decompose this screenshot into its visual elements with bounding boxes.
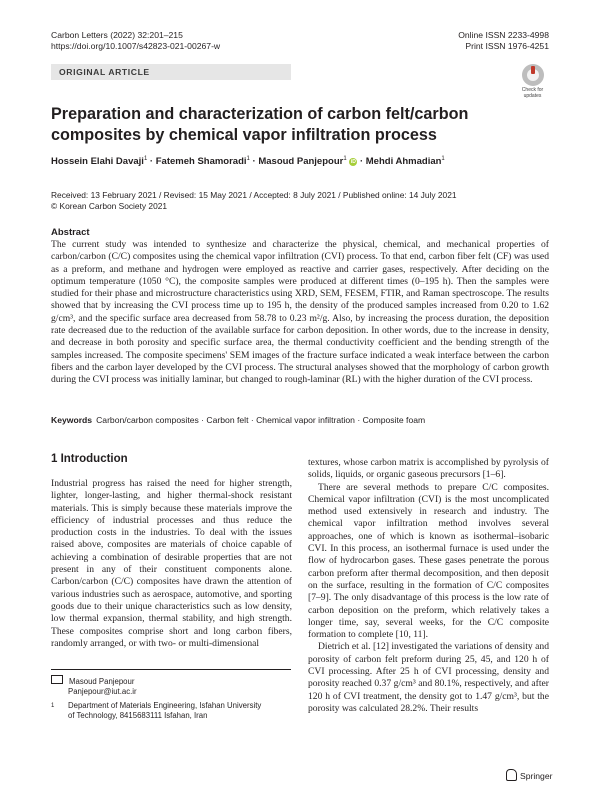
author-affiliation-mark: 1 — [441, 156, 445, 162]
print-issn: Print ISSN 1976-4251 — [465, 41, 549, 51]
online-issn: Online ISSN 2233-4998 — [458, 30, 549, 40]
article-type-label: ORIGINAL ARTICLE — [59, 67, 150, 77]
paragraph: There are several methods to prepare C/C composites. Chemical vapor infiltration (CVI) is the most uncomplicated method used extensively in research and industry. The chemical vapor infiltration method involves several approaches, one of which is known as isothermal–isobaric CVI. In this process, an isothermal furnace is used under the flow of hydrocarbon gases. These gases penetrate the porous carbon preform after thermal decomposition, and then deposit on the surface, resulting in the formation of C/C composites [7–9]. The only disadvantage of this process is the low rate of carbon deposition on the preform, which relatively takes a longer time, say, several weeks, for the C/C composite formation to complete [10, 11]. — [308, 481, 549, 641]
paragraph: textures, whose carbon matrix is accomplished by pyrolysis of solids, liquids, or organic gaseous precursors [1–6]. — [308, 457, 549, 481]
author-affiliation-mark: 1 — [343, 156, 347, 162]
column-left — [51, 478, 292, 650]
author-name: Fatemeh Shamoradi — [155, 156, 247, 168]
author-separator: · — [357, 156, 366, 168]
contact-name: Masoud Panjepour — [69, 677, 135, 686]
affiliation-number: 1 — [51, 703, 55, 709]
journal-line: Carbon Letters (2022) 32:201–215 — [51, 30, 183, 40]
check-updates-line2: updates — [523, 93, 542, 99]
corresponding-author — [51, 675, 137, 697]
dates-line: Received: 13 February 2021 / Revised: 15 May 2021 / Accepted: 8 July 2021 / Published online: 14 July 2021 — [51, 190, 457, 200]
check-for-updates-button[interactable] — [517, 64, 548, 102]
envelope-icon — [51, 675, 63, 684]
affiliation-line2: of Technology, 8415683111 Isfahan, Iran — [68, 711, 208, 720]
check-updates-line1: Check for — [521, 87, 544, 93]
column-right — [308, 457, 549, 715]
keywords-list: Carbon/carbon composites · Carbon felt · Chemical vapor infiltration · Composite foam — [96, 415, 426, 425]
section-heading-introduction: 1 Introduction — [51, 453, 128, 465]
author-affiliation-mark: 1 — [143, 156, 148, 162]
author-list — [51, 156, 445, 167]
article-type-badge — [51, 64, 291, 80]
springer-horse-icon — [506, 769, 517, 781]
issn-block — [458, 30, 549, 52]
doi-link[interactable]: https://doi.org/10.1007/s42823-021-00267-w — [51, 41, 221, 51]
publication-history — [51, 190, 457, 213]
paper-title: Preparation and characterization of carbon felt/carbon composites by chemical vapor infiltration process — [51, 105, 469, 144]
contact-email[interactable]: Panjepour@iut.ac.ir — [68, 687, 137, 696]
author-name: Hossein Elahi Davaji — [51, 156, 144, 168]
author-separator: · — [249, 156, 259, 168]
author-name: Mehdi Ahmadian — [365, 156, 442, 168]
author-affiliation-mark: 1 — [246, 156, 250, 162]
journal-citation — [51, 30, 220, 52]
affiliation-footnote — [51, 701, 261, 721]
affiliation-line1: Department of Materials Engineering, Isfahan University — [68, 701, 262, 710]
copyright-line: © Korean Carbon Society 2021 — [51, 201, 168, 212]
keywords-line — [51, 415, 425, 425]
publisher-logo — [506, 769, 552, 781]
abstract-text: The current study was intended to synthesize and characterize the physical, chemical, and mechanical properties of carbon/carbon (C/C) composites using the chemical vapor infiltration (CVI) process. To that end, carbon fiber felt (CF) was used as a preform, and methane and hydrogen were employed as reactive and carrier gases, respectively. After deciding on the optimum temperature (1050 °C), the composite samples were produced at different times (0–195 h). Then the samples were studied for their phase and microstructure characteristics using XRD, SEM, FESEM, FTIR, and Raman spectroscope. The results showed that by increasing the CVI process time up to 195 h, the density of the produced samples increased from 0.20 to 1.62 g/cm³, and the specific surface area decreased from 58.78 to 0.23 m²/g. Also, by increasing the process duration, the deposition rate decreased due to the reduction of the available surface for carbon deposition. In other words, due to the increase in density, and decrease in both porosity and specific surface area, the thermal conductivity coefficient and the bending strength of the samples increased. The composite specimens' SEM images of the fracture surface indicated a weak interface between the carbon fibers and the carbon layer developed by the CVI process. The structural analyses showed that the morphology of carbon growth during the CVI process was initially laminar, but changed to rough-laminar (RL) with the higher duration of the CVI process. — [51, 239, 549, 386]
publisher-name: Springer — [520, 771, 553, 781]
author-separator: · — [147, 156, 156, 168]
check-updates-icon — [522, 64, 544, 86]
paragraph: Dietrich et al. [12] investigated the variations of density and porosity of carbon felt preform during 25, 45, and 120 h of CVI processing. After 25 h of CVI processing, density and porosity reached 0.37 g/cm³ and 80.1%, respectively, and after 120 h of CVI treatment, the density got to 1.47 g/cm³, but the porosity was calculated 28.2%. Their results — [308, 641, 549, 714]
orcid-icon[interactable]: iD — [350, 159, 356, 166]
author-name: Masoud Panjepour — [258, 156, 344, 168]
abstract-heading: Abstract — [51, 227, 90, 238]
footnote-divider — [51, 669, 291, 670]
paragraph: Industrial progress has raised the need for higher strength, lighter, longer-lasting, and higher thermal-shock resistant materials. This is simply because these materials improve the efficiency of industrial processes and thus reduce the production costs in the industries. To deal with the issues raised above, composites are materials of choice capable of achieving a combination of desirable properties that are not present in any of their constituent components alone. Carbon/carbon (C/C) composites have drawn the attention of various industries such as aerospace, automotive, and sporting goods due to their unique characteristics such as low density, low thermal expansion, thermal stability, and high strength. These composites comprise short and long carbon fibers, randomly arranged, or with two- or multi-dimensional — [51, 478, 292, 649]
keywords-label: Keywords — [51, 415, 93, 425]
